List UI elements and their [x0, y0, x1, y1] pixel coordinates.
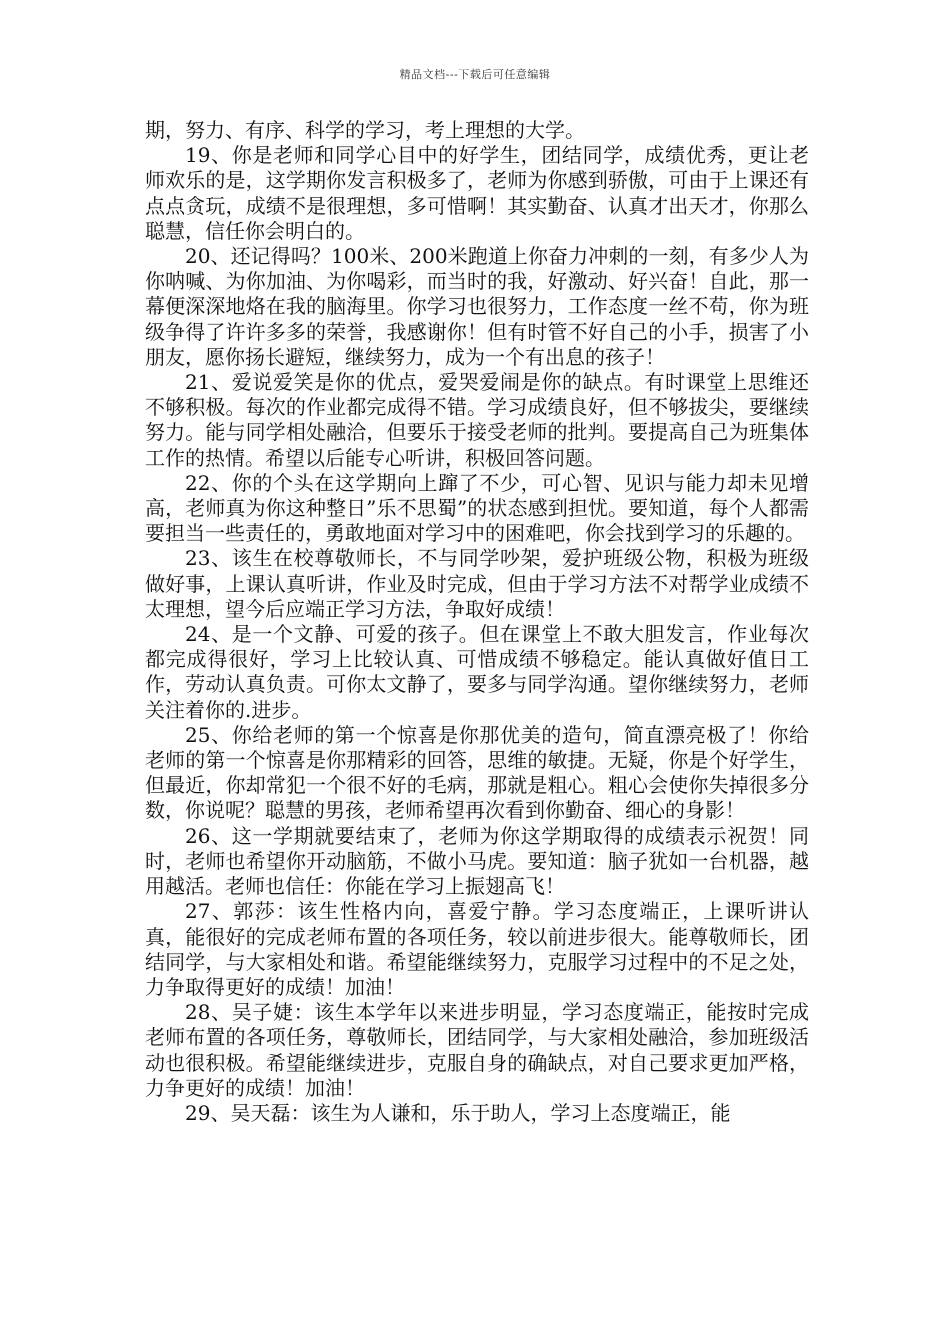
paragraph-28: 28、吴子婕：该生本学年以来进步明显，学习态度端正，能按时完成老师布置的各项任务，尊敬师长，团结同学，与大家相处融洽，参加班级活动也很积极。希望能继续进步，克服自身的确缺点，对自己要求更加严格，力争更好的成绩！加油！	[145, 1000, 809, 1100]
paragraph-29: 29、吴天磊：该生为人谦和，乐于助人，学习上态度端正，能	[185, 1100, 731, 1125]
paragraph-24: 24、是一个文静、可爱的孩子。但在课堂上不敢大胆发言，作业每次都完成得很好，学习上比较认真、可惜成绩不够稳定。能认真做好值日工作，劳动认真负责。可你太文静了，要多与同学沟通。望你继续努力，老师关注着你的.进步。	[145, 622, 809, 722]
paragraph-continuation: 期，努力、有序、科学的学习，考上理想的大学。	[145, 118, 585, 142]
paragraph-19: 19、你是老师和同学心目中的好学生，团结同学，成绩优秀，更让老师欢乐的是，这学期你发言积极多了，老师为你感到骄傲，可由于上课还有点点贪玩，成绩不是很理想，多可惜啊！其实勤奋、认真才出天才，你那么聪慧，信任你会明白的。	[145, 143, 809, 243]
paragraph-23: 23、该生在校尊敬师长，不与同学吵架，爱护班级公物，积极为班级做好事，上课认真听讲，作业及时完成，但由于学习方法不对帮学业成绩不太理想，望今后应端正学习方法，争取好成绩！	[145, 546, 809, 621]
document-body	[145, 118, 809, 1126]
paragraph-27: 27、郭莎：该生性格内向，喜爱宁静。学习态度端正，上课听讲认真，能很好的完成老师布置的各项任务，较以前进步很大。能尊敬师长，团结同学，与大家相处和谐。希望能继续努力，克服学习过程中的不足之处，力争取得更好的成绩！加油！	[145, 899, 809, 999]
paragraph-26: 26、这一学期就要结束了，老师为你这学期取得的成绩表示祝贺！同时，老师也希望你开动脑筋，不做小马虎。要知道：脑子犹如一台机器，越用越活。老师也信任：你能在学习上振翅高飞！	[145, 823, 809, 899]
paragraph-20: 20、还记得吗？100米、200米跑道上你奋力冲刺的一刻，有多少人为你呐喊、为你加油、为你喝彩，而当时的我，好激动、好兴奋！自此，那一幕便深深地烙在我的脑海里。你学习也很努力，工作态度一丝不苟，你为班级争得了许许多多的荣誉，我感谢你！但有时管不好自己的小手，损害了小朋友，愿你扬长避短，继续努力，成为一个有出息的孩子！	[145, 244, 809, 369]
paragraph-22: 22、你的个头在这学期向上蹿了不少，可心智、见识与能力却未见增高，老师真为你这种整日”乐不思蜀”的状态感到担忧。要知道，每个人都需要担当一些责任的，勇敢地面对学习中的困难吧，你会找到学习的乐趣的。	[145, 470, 809, 546]
paragraph-21: 21、爱说爱笑是你的优点，爱哭爱闹是你的缺点。有时课堂上思维还不够积极。每次的作业都完成得不错。学习成绩良好，但不够拔尖，要继续努力。能与同学相处融洽，但要乐于接受老师的批判。要提高自己为班集体工作的热情。希望以后能专心听讲，积极回答问题。	[145, 370, 809, 470]
paragraph-25: 25、你给老师的第一个惊喜是你那优美的造句，简直漂亮极了！你给老师的第一个惊喜是你那精彩的回答，思维的敏捷。无疑，你是个好学生，但最近，你却常犯一个很不好的毛病，那就是粗心。粗心会使你失掉很多分数，你说呢？聪慧的男孩，老师希望再次看到你勤奋、细心的身影！	[145, 722, 809, 823]
page-header: 精品文档---下载后可任意编辑	[399, 68, 551, 81]
